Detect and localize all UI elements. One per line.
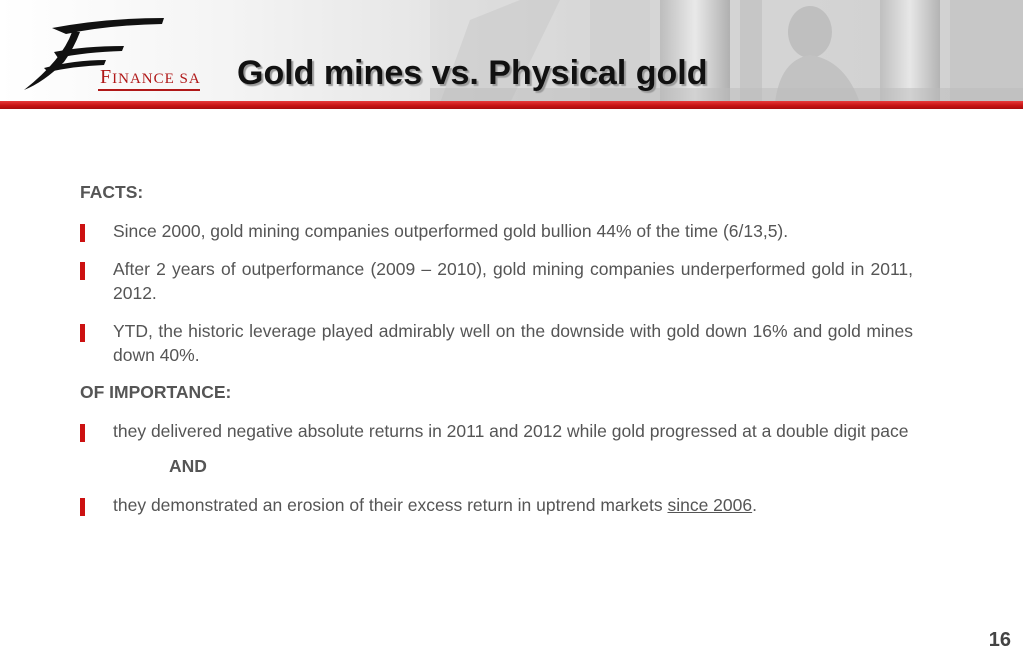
header-red-rule	[0, 101, 1023, 109]
bullet-text: YTD, the historic leverage played admirably well on the downside with gold down 16% and gold mines down 40%.	[113, 321, 913, 365]
bullet-marker-icon	[80, 424, 85, 442]
company-logo	[14, 10, 204, 100]
bullet-marker-icon	[80, 324, 85, 342]
bullet-marker-icon	[80, 498, 85, 516]
facts-heading: FACTS:	[80, 182, 144, 202]
bullet-text: they demonstrated an erosion of their excess return in uptrend markets	[113, 495, 668, 515]
header-banner	[0, 0, 1023, 103]
bullet-text: After 2 years of outperformance (2009 – 2010), gold mining companies underperformed gold in 2011, 2012.	[113, 259, 913, 303]
connector-and: AND	[169, 456, 207, 476]
page-number: 16	[988, 629, 1011, 651]
bullet-text: they delivered negative absolute returns in 2011 and 2012 while gold progressed at a double digit pace	[113, 421, 909, 441]
bullet-text-end: .	[752, 495, 757, 515]
facts-bullet-item	[80, 319, 913, 367]
facts-bullet-item	[80, 219, 913, 243]
importance-heading: OF IMPORTANCE:	[80, 382, 232, 402]
page-title: Gold mines vs. Physical gold	[237, 54, 708, 92]
bullet-text: Since 2000, gold mining companies outperformed gold bullion 44% of the time (6/13,5).	[113, 221, 789, 241]
bullet-marker-icon	[80, 224, 85, 242]
bullet-marker-icon	[80, 262, 85, 280]
underlined-text: since 2006	[667, 495, 753, 515]
logo-wordmark: FINANCE SA	[100, 66, 201, 88]
logo-underline	[98, 89, 200, 91]
importance-bullet-item	[80, 493, 913, 517]
slide-body	[80, 181, 913, 531]
importance-bullet-item	[80, 419, 913, 443]
facts-bullet-item	[80, 257, 913, 305]
